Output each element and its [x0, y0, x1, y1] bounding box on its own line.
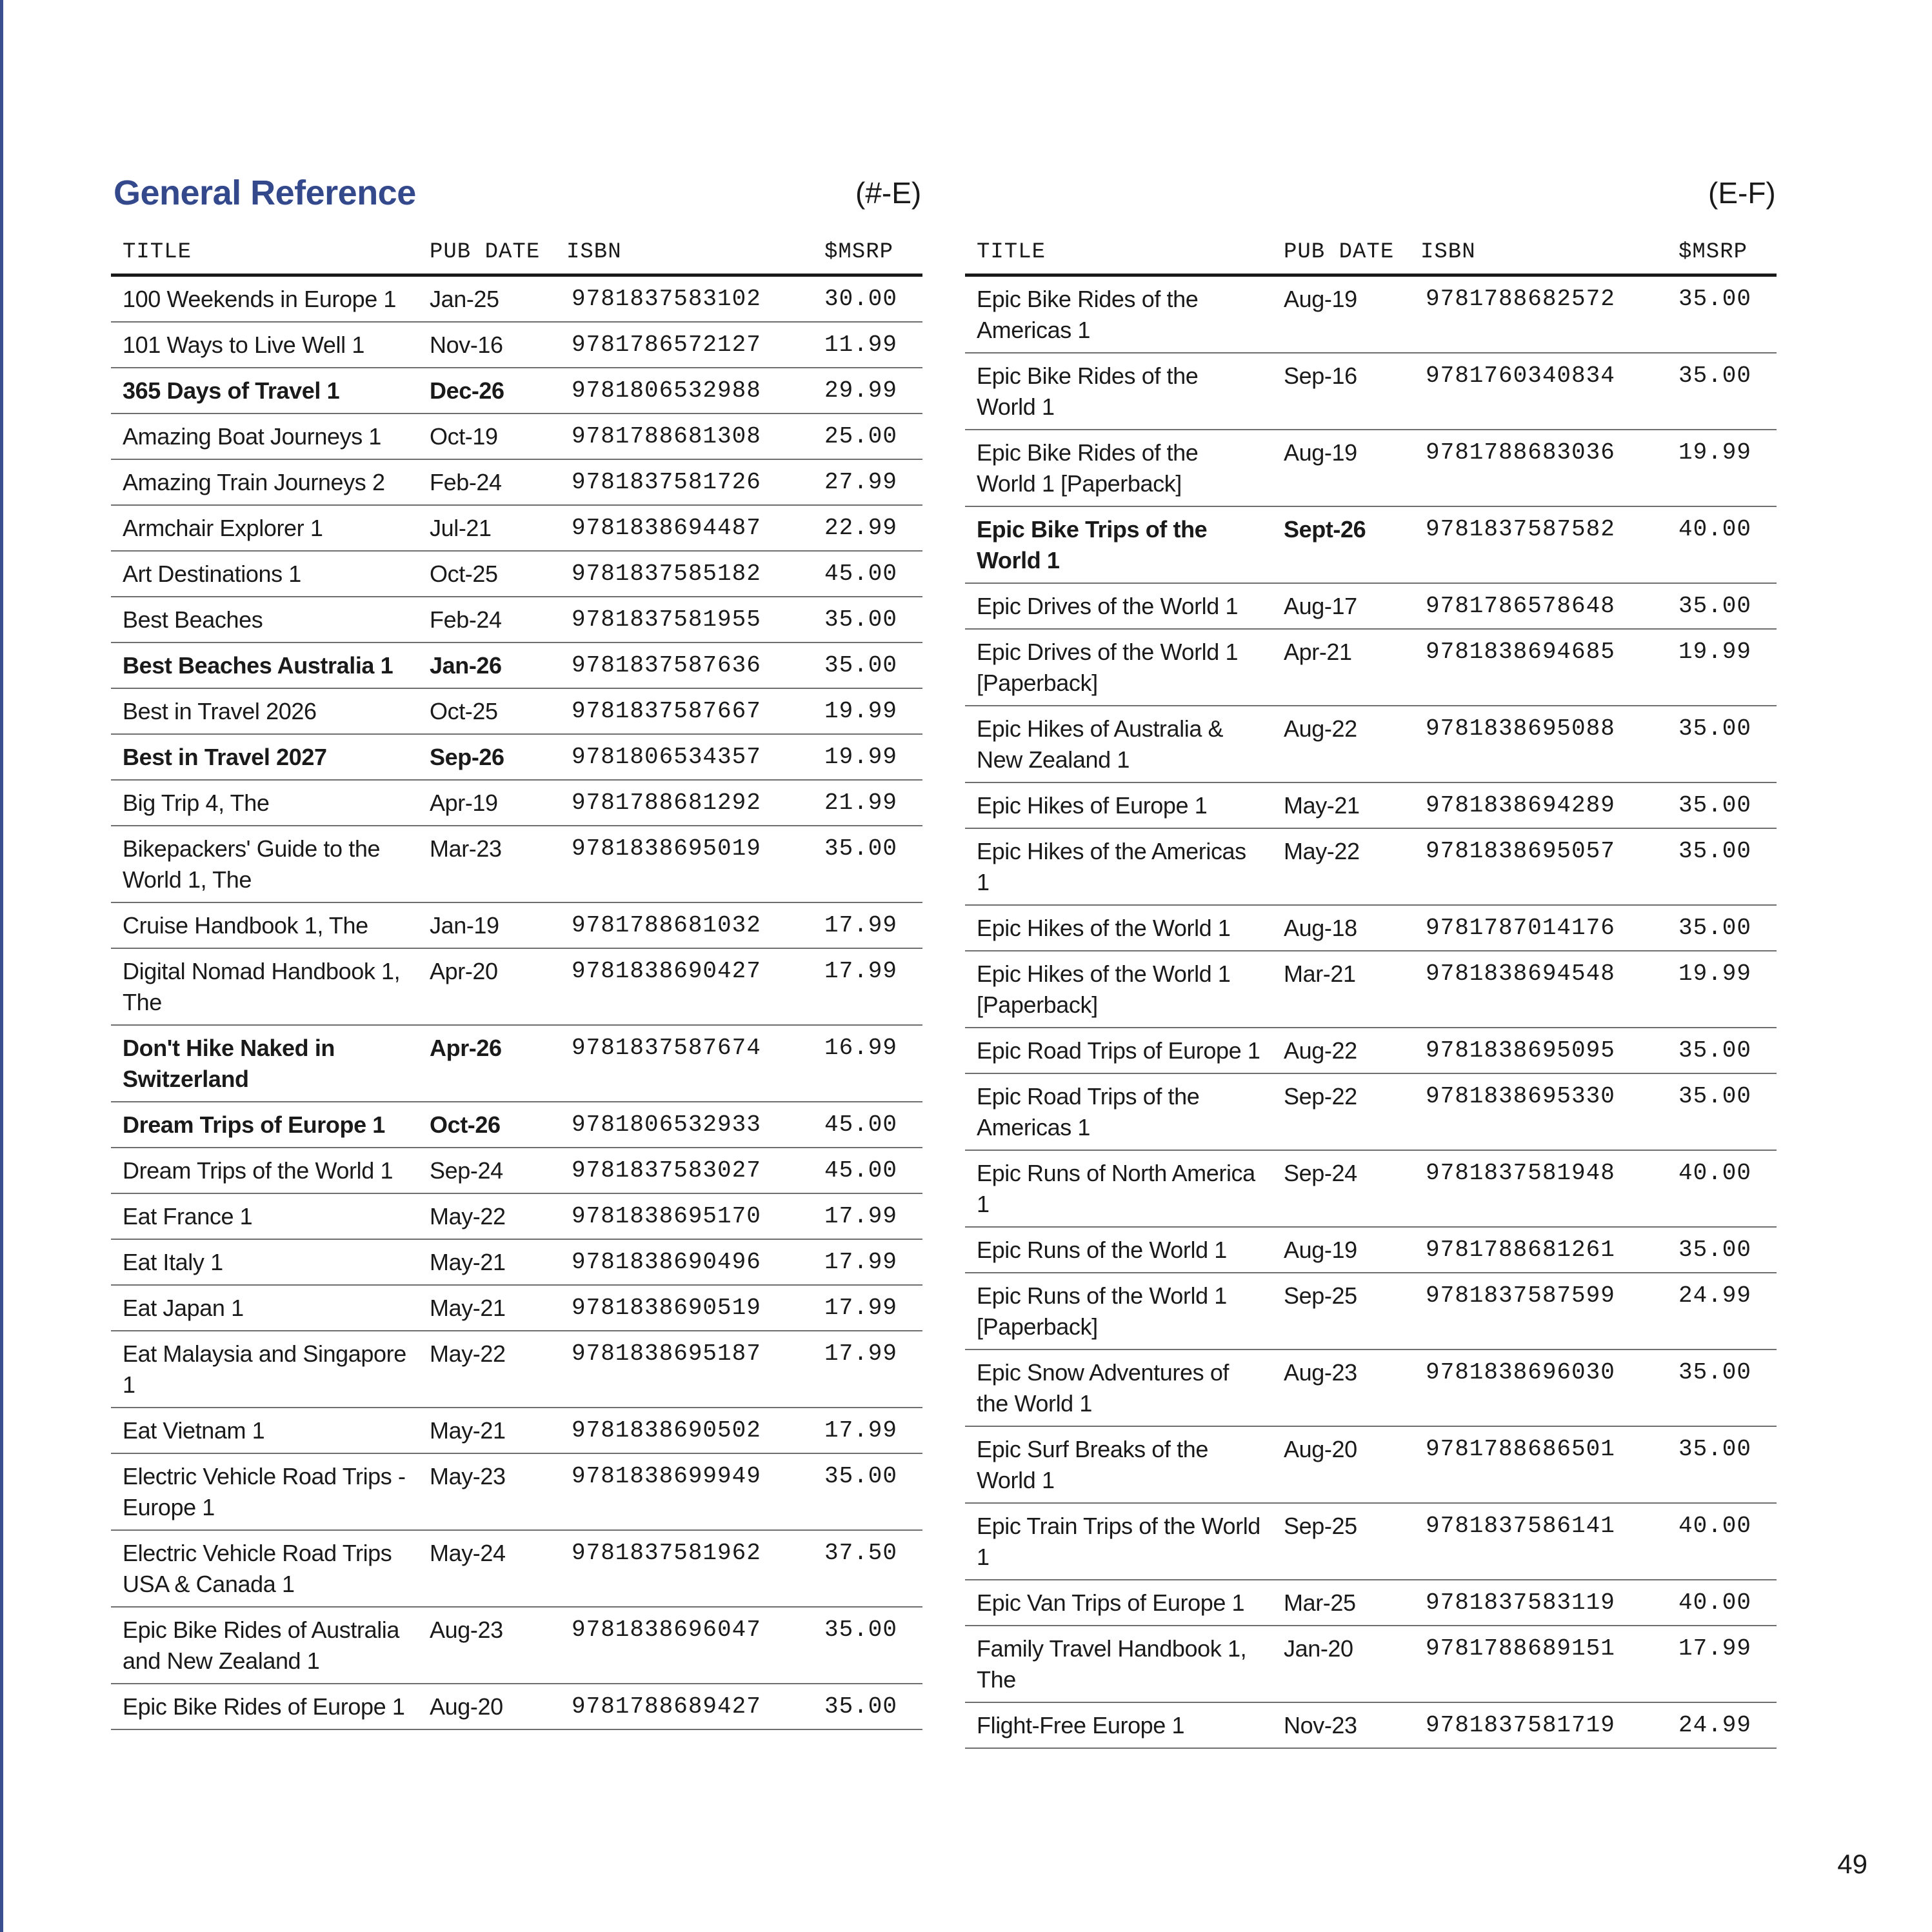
cell-msrp: 19.99: [813, 734, 922, 780]
cell-isbn: 9781838695330: [1409, 1073, 1667, 1150]
cell-title: Eat France 1: [111, 1193, 418, 1239]
table-body-right: [965, 275, 1777, 1749]
cell-msrp: 25.00: [813, 413, 922, 459]
cell-title: Epic Road Trips of the Americas 1: [965, 1073, 1272, 1150]
page-edge-bar: [0, 0, 3, 1932]
cell-msrp: 35.00: [1667, 1426, 1777, 1503]
cell-isbn: 9781837585182: [555, 551, 813, 597]
cell-isbn: 9781837581955: [555, 597, 813, 642]
cell-title: Epic Runs of the World 1: [965, 1227, 1272, 1273]
cell-msrp: 35.00: [1667, 275, 1777, 354]
cell-isbn: 9781838694548: [1409, 951, 1667, 1028]
cell-pub-date: Sep-16: [1272, 353, 1409, 430]
cell-msrp: 22.99: [813, 505, 922, 551]
cell-msrp: 27.99: [813, 459, 922, 505]
cell-isbn: 9781838699949: [555, 1453, 813, 1530]
table-row: [111, 826, 922, 902]
cell-title: Epic Hikes of Australia & New Zealand 1: [965, 706, 1272, 782]
cell-pub-date: Jul-21: [418, 505, 555, 551]
page-number: 49: [1837, 1849, 1867, 1879]
cell-msrp: 45.00: [813, 551, 922, 597]
cell-msrp: 17.99: [813, 948, 922, 1025]
cell-title: Epic Drives of the World 1 [Paperback]: [965, 629, 1272, 706]
table-row: [965, 629, 1777, 706]
cell-msrp: 17.99: [1667, 1626, 1777, 1702]
cell-pub-date: Apr-19: [418, 780, 555, 826]
table-row: [965, 1426, 1777, 1503]
cell-pub-date: Jan-20: [1272, 1626, 1409, 1702]
cell-pub-date: Mar-21: [1272, 951, 1409, 1028]
cell-pub-date: Aug-23: [1272, 1349, 1409, 1426]
cell-isbn: 9781788681032: [555, 902, 813, 948]
cell-isbn: 9781838695095: [1409, 1028, 1667, 1073]
cell-pub-date: May-22: [418, 1193, 555, 1239]
table-row: [965, 1349, 1777, 1426]
cell-isbn: 9781787014176: [1409, 905, 1667, 951]
cell-isbn: 9781838696030: [1409, 1349, 1667, 1426]
table-row: [965, 1073, 1777, 1150]
catalog-table-left: [111, 231, 922, 1730]
cell-pub-date: May-23: [418, 1453, 555, 1530]
cell-pub-date: Jan-26: [418, 642, 555, 688]
cell-pub-date: Oct-19: [418, 413, 555, 459]
cell-msrp: 35.00: [1667, 1349, 1777, 1426]
cell-pub-date: Aug-17: [1272, 583, 1409, 629]
cell-pub-date: Oct-25: [418, 551, 555, 597]
cell-msrp: 21.99: [813, 780, 922, 826]
cell-pub-date: May-21: [418, 1239, 555, 1285]
cell-msrp: 17.99: [813, 1193, 922, 1239]
table-row: [965, 1580, 1777, 1626]
cell-title: Epic Bike Rides of the Americas 1: [965, 275, 1272, 354]
table-row: [111, 902, 922, 948]
cell-msrp: 35.00: [813, 826, 922, 902]
cell-isbn: 9781837586141: [1409, 1503, 1667, 1580]
cell-isbn: 9781806534357: [555, 734, 813, 780]
cell-pub-date: Sep-25: [1272, 1503, 1409, 1580]
cell-title: Epic Bike Rides of Australia and New Zealand 1: [111, 1607, 418, 1684]
cell-msrp: 24.99: [1667, 1273, 1777, 1349]
cell-msrp: 40.00: [1667, 506, 1777, 583]
cell-title: Epic Hikes of the World 1: [965, 905, 1272, 951]
cell-title: 101 Ways to Live Well 1: [111, 322, 418, 368]
table-row: [111, 597, 922, 642]
column-header-isbn: ISBN: [1409, 231, 1667, 275]
cell-isbn: 9781760340834: [1409, 353, 1667, 430]
cell-title: Big Trip 4, The: [111, 780, 418, 826]
cell-pub-date: Apr-21: [1272, 629, 1409, 706]
cell-isbn: 9781788683036: [1409, 430, 1667, 506]
table-row: [965, 430, 1777, 506]
table-row: [111, 322, 922, 368]
cell-title: Best Beaches: [111, 597, 418, 642]
cell-isbn: 9781837583119: [1409, 1580, 1667, 1626]
cell-pub-date: May-21: [418, 1285, 555, 1331]
cell-isbn: 9781786578648: [1409, 583, 1667, 629]
table-row: [111, 1684, 922, 1729]
table-row: [111, 1285, 922, 1331]
cell-msrp: 29.99: [813, 368, 922, 413]
cell-pub-date: Apr-20: [418, 948, 555, 1025]
cell-isbn: 9781838690519: [555, 1285, 813, 1331]
cell-pub-date: May-24: [418, 1530, 555, 1607]
cell-pub-date: Feb-24: [418, 597, 555, 642]
cell-msrp: 40.00: [1667, 1580, 1777, 1626]
cell-pub-date: Jan-19: [418, 902, 555, 948]
cell-msrp: 17.99: [813, 1331, 922, 1408]
cell-isbn: 9781838694289: [1409, 782, 1667, 828]
cell-msrp: 35.00: [1667, 1073, 1777, 1150]
cell-title: Epic Runs of North America 1: [965, 1150, 1272, 1227]
column-header-title: TITLE: [965, 231, 1272, 275]
cell-msrp: 35.00: [813, 642, 922, 688]
table-row: [111, 1102, 922, 1148]
table-row: [965, 506, 1777, 583]
cell-title: Art Destinations 1: [111, 551, 418, 597]
cell-msrp: 30.00: [813, 275, 922, 323]
table-row: [965, 1273, 1777, 1349]
cell-title: Armchair Explorer 1: [111, 505, 418, 551]
table-row: [965, 1227, 1777, 1273]
cell-msrp: 24.99: [1667, 1702, 1777, 1748]
cell-pub-date: Aug-19: [1272, 1227, 1409, 1273]
column-header-msrp: $MSRP: [1667, 231, 1777, 275]
cell-title: Dream Trips of Europe 1: [111, 1102, 418, 1148]
cell-title: Eat Malaysia and Singapore 1: [111, 1331, 418, 1408]
cell-msrp: 19.99: [1667, 951, 1777, 1028]
table-row: [965, 275, 1777, 354]
cell-title: Flight-Free Europe 1: [965, 1702, 1272, 1748]
cell-pub-date: Aug-18: [1272, 905, 1409, 951]
cell-pub-date: Sep-24: [418, 1148, 555, 1193]
table-row: [111, 1408, 922, 1453]
cell-title: Don't Hike Naked in Switzerland: [111, 1025, 418, 1102]
table-row: [965, 1028, 1777, 1073]
cell-title: Epic Runs of the World 1 [Paperback]: [965, 1273, 1272, 1349]
cell-pub-date: Jan-25: [418, 275, 555, 323]
cell-isbn: 9781806532933: [555, 1102, 813, 1148]
table-row: [965, 1503, 1777, 1580]
cell-isbn: 9781837587674: [555, 1025, 813, 1102]
cell-isbn: 9781837587599: [1409, 1273, 1667, 1349]
table-row: [111, 642, 922, 688]
cell-isbn: 9781838695088: [1409, 706, 1667, 782]
cell-msrp: 17.99: [813, 1239, 922, 1285]
cell-pub-date: Sep-25: [1272, 1273, 1409, 1349]
cell-isbn: 9781788689427: [555, 1684, 813, 1729]
cell-pub-date: Feb-24: [418, 459, 555, 505]
table-row: [111, 948, 922, 1025]
table-row: [111, 1148, 922, 1193]
cell-title: Epic Road Trips of Europe 1: [965, 1028, 1272, 1073]
cell-pub-date: Dec-26: [418, 368, 555, 413]
table-row: [111, 1193, 922, 1239]
cell-isbn: 9781788681261: [1409, 1227, 1667, 1273]
cell-isbn: 9781837581719: [1409, 1702, 1667, 1748]
table-row: [111, 368, 922, 413]
cell-title: Epic Snow Adventures of the World 1: [965, 1349, 1272, 1426]
cell-pub-date: May-21: [1272, 782, 1409, 828]
cell-pub-date: Nov-16: [418, 322, 555, 368]
cell-title: Best Beaches Australia 1: [111, 642, 418, 688]
table-row: [111, 459, 922, 505]
column-header-title: TITLE: [111, 231, 418, 275]
table-row: [111, 413, 922, 459]
cell-isbn: 9781838690502: [555, 1408, 813, 1453]
cell-isbn: 9781837587667: [555, 688, 813, 734]
table-header-row: [965, 231, 1777, 275]
section-title: General Reference: [114, 174, 416, 212]
cell-pub-date: Aug-20: [418, 1684, 555, 1729]
cell-pub-date: Oct-25: [418, 688, 555, 734]
cell-isbn: 9781837587582: [1409, 506, 1667, 583]
cell-msrp: 19.99: [1667, 430, 1777, 506]
table-row: [965, 1150, 1777, 1227]
cell-msrp: 45.00: [813, 1148, 922, 1193]
cell-msrp: 37.50: [813, 1530, 922, 1607]
cell-pub-date: Oct-26: [418, 1102, 555, 1148]
cell-msrp: 35.00: [1667, 583, 1777, 629]
cell-msrp: 35.00: [1667, 782, 1777, 828]
cell-pub-date: Sep-26: [418, 734, 555, 780]
cell-title: Digital Nomad Handbook 1, The: [111, 948, 418, 1025]
cell-isbn: 9781806532988: [555, 368, 813, 413]
column-header-pub-date: PUB DATE: [418, 231, 555, 275]
cell-msrp: 19.99: [813, 688, 922, 734]
cell-isbn: 9781838695187: [555, 1331, 813, 1408]
cell-isbn: 9781838695170: [555, 1193, 813, 1239]
cell-title: Epic Train Trips of the World 1: [965, 1503, 1272, 1580]
cell-title: Epic Hikes of the World 1 [Paperback]: [965, 951, 1272, 1028]
table-row: [965, 905, 1777, 951]
cell-title: Epic Van Trips of Europe 1: [965, 1580, 1272, 1626]
cell-isbn: 9781837581962: [555, 1530, 813, 1607]
cell-title: Electric Vehicle Road Trips - Europe 1: [111, 1453, 418, 1530]
cell-msrp: 40.00: [1667, 1150, 1777, 1227]
cell-isbn: 9781837581726: [555, 459, 813, 505]
cell-msrp: 35.00: [813, 597, 922, 642]
cell-msrp: 17.99: [813, 1408, 922, 1453]
cell-title: Electric Vehicle Road Trips USA & Canada 1: [111, 1530, 418, 1607]
cell-msrp: 16.99: [813, 1025, 922, 1102]
table-row: [965, 828, 1777, 905]
table-row: [111, 275, 922, 323]
table-row: [111, 551, 922, 597]
table-row: [965, 706, 1777, 782]
cell-isbn: 9781838694487: [555, 505, 813, 551]
cell-isbn: 9781786572127: [555, 322, 813, 368]
column-header-msrp: $MSRP: [813, 231, 922, 275]
table-row: [111, 505, 922, 551]
catalog-table-right: [965, 231, 1777, 1749]
cell-pub-date: May-22: [1272, 828, 1409, 905]
cell-title: Epic Bike Rides of the World 1: [965, 353, 1272, 430]
cell-pub-date: May-22: [418, 1331, 555, 1408]
table-row: [111, 1607, 922, 1684]
table-row: [965, 782, 1777, 828]
cell-isbn: 9781788686501: [1409, 1426, 1667, 1503]
cell-isbn: 9781838695019: [555, 826, 813, 902]
cell-msrp: 35.00: [1667, 353, 1777, 430]
cell-pub-date: Mar-23: [418, 826, 555, 902]
cell-title: Epic Hikes of Europe 1: [965, 782, 1272, 828]
cell-isbn: 9781837583102: [555, 275, 813, 323]
column-header-isbn: ISBN: [555, 231, 813, 275]
cell-title: Amazing Train Journeys 2: [111, 459, 418, 505]
cell-pub-date: Nov-23: [1272, 1702, 1409, 1748]
table-row: [111, 1530, 922, 1607]
table-row: [111, 1025, 922, 1102]
cell-msrp: 17.99: [813, 902, 922, 948]
table-row: [111, 734, 922, 780]
cell-isbn: 9781837587636: [555, 642, 813, 688]
cell-title: Epic Drives of the World 1: [965, 583, 1272, 629]
cell-isbn: 9781838690496: [555, 1239, 813, 1285]
cell-title: Best in Travel 2026: [111, 688, 418, 734]
cell-isbn: 9781788681308: [555, 413, 813, 459]
cell-msrp: 35.00: [813, 1607, 922, 1684]
cell-msrp: 35.00: [1667, 905, 1777, 951]
cell-isbn: 9781788681292: [555, 780, 813, 826]
cell-msrp: 45.00: [813, 1102, 922, 1148]
table-row: [111, 1239, 922, 1285]
cell-isbn: 9781788682572: [1409, 275, 1667, 354]
cell-msrp: 35.00: [813, 1684, 922, 1729]
cell-pub-date: Mar-25: [1272, 1580, 1409, 1626]
cell-title: Epic Bike Rides of the World 1 [Paperback]: [965, 430, 1272, 506]
cell-isbn: 9781838696047: [555, 1607, 813, 1684]
cell-msrp: 35.00: [1667, 1028, 1777, 1073]
cell-msrp: 35.00: [1667, 828, 1777, 905]
cell-msrp: 19.99: [1667, 629, 1777, 706]
cell-title: Eat Italy 1: [111, 1239, 418, 1285]
table-row: [965, 1702, 1777, 1748]
cell-title: Eat Japan 1: [111, 1285, 418, 1331]
cell-msrp: 35.00: [813, 1453, 922, 1530]
cell-title: Cruise Handbook 1, The: [111, 902, 418, 948]
cell-pub-date: May-21: [418, 1408, 555, 1453]
cell-title: Epic Bike Rides of Europe 1: [111, 1684, 418, 1729]
cell-title: Family Travel Handbook 1, The: [965, 1626, 1272, 1702]
cell-title: 100 Weekends in Europe 1: [111, 275, 418, 323]
table-row: [965, 353, 1777, 430]
column-header-pub-date: PUB DATE: [1272, 231, 1409, 275]
cell-title: Dream Trips of the World 1: [111, 1148, 418, 1193]
cell-isbn: 9781837581948: [1409, 1150, 1667, 1227]
table-row: [965, 583, 1777, 629]
cell-title: 365 Days of Travel 1: [111, 368, 418, 413]
cell-pub-date: Aug-20: [1272, 1426, 1409, 1503]
cell-isbn: 9781838695057: [1409, 828, 1667, 905]
cell-title: Eat Vietnam 1: [111, 1408, 418, 1453]
cell-msrp: 11.99: [813, 322, 922, 368]
cell-title: Best in Travel 2027: [111, 734, 418, 780]
cell-msrp: 35.00: [1667, 706, 1777, 782]
cell-title: Epic Hikes of the Americas 1: [965, 828, 1272, 905]
cell-title: Epic Surf Breaks of the World 1: [965, 1426, 1272, 1503]
table-body-left: [111, 275, 922, 1730]
table-row: [111, 1331, 922, 1408]
cell-pub-date: Sept-26: [1272, 506, 1409, 583]
cell-pub-date: Sep-24: [1272, 1150, 1409, 1227]
cell-pub-date: Aug-19: [1272, 275, 1409, 354]
cell-isbn: 9781838690427: [555, 948, 813, 1025]
cell-pub-date: Aug-23: [418, 1607, 555, 1684]
cell-msrp: 40.00: [1667, 1503, 1777, 1580]
table-row: [111, 780, 922, 826]
cell-pub-date: Sep-22: [1272, 1073, 1409, 1150]
table-row: [111, 1453, 922, 1530]
cell-msrp: 17.99: [813, 1285, 922, 1331]
cell-isbn: 9781837583027: [555, 1148, 813, 1193]
cell-pub-date: Aug-22: [1272, 706, 1409, 782]
cell-title: Amazing Boat Journeys 1: [111, 413, 418, 459]
cell-isbn: 9781838694685: [1409, 629, 1667, 706]
range-label-left: (#-E): [855, 176, 922, 210]
table-header-row: [111, 231, 922, 275]
cell-title: Bikepackers' Guide to the World 1, The: [111, 826, 418, 902]
table-row: [965, 951, 1777, 1028]
range-label-right: (E-F): [1708, 176, 1776, 210]
cell-pub-date: Apr-26: [418, 1025, 555, 1102]
cell-msrp: 35.00: [1667, 1227, 1777, 1273]
table-row: [965, 1626, 1777, 1702]
cell-isbn: 9781788689151: [1409, 1626, 1667, 1702]
cell-pub-date: Aug-19: [1272, 430, 1409, 506]
cell-title: Epic Bike Trips of the World 1: [965, 506, 1272, 583]
table-row: [111, 688, 922, 734]
cell-pub-date: Aug-22: [1272, 1028, 1409, 1073]
